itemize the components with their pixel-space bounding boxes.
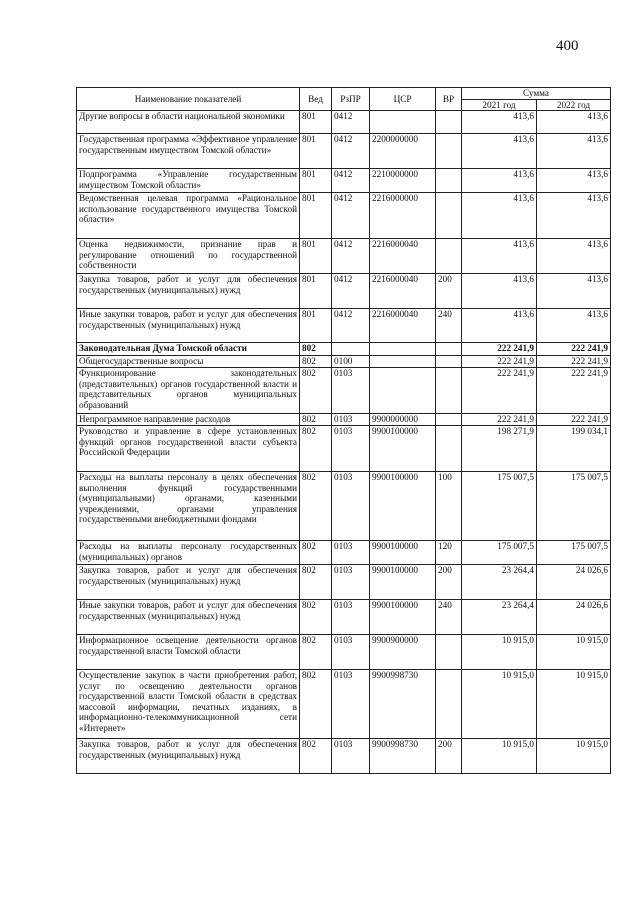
row-sum-2021: 413,6	[462, 134, 537, 169]
row-rzpr: 0103	[332, 368, 370, 414]
row-sum-2021: 413,6	[462, 239, 537, 274]
row-ved: 801	[300, 309, 332, 343]
row-vr: 240	[436, 600, 462, 635]
row-rzpr: 0412	[332, 134, 370, 169]
row-sum-2021: 198 271,9	[462, 426, 537, 472]
row-name: Руководство и управление в сфере установленных функций органов государственной власти субъекта Российской Федерации	[77, 426, 300, 472]
row-csr: 9900100000	[370, 565, 436, 600]
row-sum-2021: 222 241,9	[462, 414, 537, 426]
table-row	[77, 472, 611, 541]
row-vr	[436, 670, 462, 739]
row-csr	[370, 368, 436, 414]
row-ved: 802	[300, 541, 332, 565]
row-ved: 801	[300, 274, 332, 309]
table-row	[77, 600, 611, 635]
table-row	[77, 670, 611, 739]
row-vr	[436, 343, 462, 356]
row-sum-2022: 413,6	[537, 274, 611, 309]
row-rzpr: 0103	[332, 541, 370, 565]
row-sum-2021: 413,6	[462, 274, 537, 309]
table-row	[77, 343, 611, 356]
row-ved: 801	[300, 134, 332, 169]
row-csr: 9900100000	[370, 426, 436, 472]
row-rzpr: 0412	[332, 111, 370, 134]
header-csr: ЦСР	[370, 88, 436, 111]
row-csr: 9900100000	[370, 600, 436, 635]
row-ved: 802	[300, 600, 332, 635]
row-sum-2022: 222 241,9	[537, 414, 611, 426]
row-name: Оценка недвижимости, признание прав и регулирование отношений по государственной собственности	[77, 239, 300, 274]
row-rzpr: 0103	[332, 472, 370, 541]
row-ved: 801	[300, 193, 332, 239]
row-vr	[436, 356, 462, 368]
row-vr	[436, 635, 462, 670]
row-rzpr: 0103	[332, 635, 370, 670]
row-name: Расходы на выплаты персоналу государственных (муниципальных) органов	[77, 541, 300, 565]
header-rzpr: РзПР	[332, 88, 370, 111]
row-sum-2021: 222 241,9	[462, 343, 537, 356]
row-csr	[370, 111, 436, 134]
row-vr	[436, 426, 462, 472]
row-ved: 801	[300, 169, 332, 193]
row-vr: 200	[436, 565, 462, 600]
row-sum-2021: 10 915,0	[462, 739, 537, 774]
row-vr: 200	[436, 274, 462, 309]
header-ved: Вед	[300, 88, 332, 111]
table-row	[77, 193, 611, 239]
header-year-2022: 2022 год	[537, 99, 611, 111]
row-vr	[436, 111, 462, 134]
row-csr: 9900000000	[370, 414, 436, 426]
row-name: Иные закупки товаров, работ и услуг для обеспечения государственных (муниципальных) нужд	[77, 309, 300, 343]
row-name: Иные закупки товаров, работ и услуг для обеспечения государственных (муниципальных) нужд	[77, 600, 300, 635]
table-row	[77, 239, 611, 274]
header-year-2021: 2021 год	[462, 99, 537, 111]
row-rzpr: 0103	[332, 565, 370, 600]
row-sum-2021: 23 264,4	[462, 565, 537, 600]
row-name: Непрограммное направление расходов	[77, 414, 300, 426]
row-csr: 2216000040	[370, 274, 436, 309]
table-row	[77, 134, 611, 169]
table-body	[77, 111, 611, 774]
row-name: Закупка товаров, работ и услуг для обеспечения государственных (муниципальных) нужд	[77, 274, 300, 309]
row-name: Законодательная Дума Томской области	[77, 343, 300, 356]
header-sum: Сумма	[462, 88, 611, 100]
row-name: Государственная программа «Эффективное управление государственным имуществом Томской области»	[77, 134, 300, 169]
row-ved: 802	[300, 635, 332, 670]
row-ved: 802	[300, 739, 332, 774]
row-rzpr: 0103	[332, 600, 370, 635]
row-vr	[436, 368, 462, 414]
row-vr: 240	[436, 309, 462, 343]
row-vr	[436, 414, 462, 426]
row-ved: 802	[300, 565, 332, 600]
row-sum-2021: 10 915,0	[462, 670, 537, 739]
row-rzpr: 0103	[332, 414, 370, 426]
row-csr: 2210000000	[370, 169, 436, 193]
row-csr: 9900900000	[370, 635, 436, 670]
row-vr: 100	[436, 472, 462, 541]
row-sum-2021: 413,6	[462, 309, 537, 343]
row-csr	[370, 356, 436, 368]
row-name: Подпрограмма «Управление государственным имуществом Томской области»	[77, 169, 300, 193]
row-sum-2021: 413,6	[462, 193, 537, 239]
row-ved: 802	[300, 414, 332, 426]
table-row	[77, 414, 611, 426]
row-vr	[436, 239, 462, 274]
row-sum-2022: 199 034,1	[537, 426, 611, 472]
row-name: Расходы на выплаты персоналу в целях обеспечения выполнения функций государственными (муниципальными) органами, казенными учреждениями, органами управления государственными внебюджетными фондами	[77, 472, 300, 541]
row-name: Другие вопросы в области национальной экономики	[77, 111, 300, 134]
row-ved: 802	[300, 426, 332, 472]
row-sum-2021: 222 241,9	[462, 356, 537, 368]
row-sum-2022: 222 241,9	[537, 368, 611, 414]
row-sum-2021: 23 264,4	[462, 600, 537, 635]
row-sum-2022: 413,6	[537, 111, 611, 134]
table-row	[77, 541, 611, 565]
row-ved: 802	[300, 343, 332, 356]
row-ved: 802	[300, 670, 332, 739]
row-name: Информационное освещение деятельности органов государственной власти Томской области	[77, 635, 300, 670]
row-vr	[436, 134, 462, 169]
row-rzpr: 0412	[332, 169, 370, 193]
row-sum-2021: 413,6	[462, 111, 537, 134]
row-vr	[436, 193, 462, 239]
row-sum-2022: 24 026,6	[537, 600, 611, 635]
table-row	[77, 274, 611, 309]
row-name: Закупка товаров, работ и услуг для обеспечения государственных (муниципальных) нужд	[77, 739, 300, 774]
row-sum-2021: 413,6	[462, 169, 537, 193]
row-sum-2021: 10 915,0	[462, 635, 537, 670]
row-name: Закупка товаров, работ и услуг для обеспечения государственных (муниципальных) нужд	[77, 565, 300, 600]
row-csr: 9900100000	[370, 472, 436, 541]
row-vr: 120	[436, 541, 462, 565]
row-csr: 2216000040	[370, 239, 436, 274]
row-sum-2022: 175 007,5	[537, 472, 611, 541]
table-header	[77, 88, 611, 111]
row-csr: 9900998730	[370, 739, 436, 774]
row-rzpr: 0412	[332, 239, 370, 274]
header-vr: ВР	[436, 88, 462, 111]
row-rzpr: 0412	[332, 193, 370, 239]
row-csr: 2200000000	[370, 134, 436, 169]
row-rzpr: 0412	[332, 274, 370, 309]
budget-table	[76, 87, 611, 774]
row-sum-2022: 413,6	[537, 239, 611, 274]
row-name: Общегосударственные вопросы	[77, 356, 300, 368]
row-vr: 200	[436, 739, 462, 774]
table-row	[77, 309, 611, 343]
row-sum-2022: 413,6	[537, 134, 611, 169]
row-rzpr: 0412	[332, 309, 370, 343]
row-name: Осуществление закупок в части приобретения работ, услуг по освещению деятельности органов государственной власти Томской области в средствах массовой информации, печатных изданиях, в информационно-телекоммуникационной сети «Интернет»	[77, 670, 300, 739]
row-sum-2021: 175 007,5	[462, 541, 537, 565]
row-rzpr: 0103	[332, 739, 370, 774]
table-row	[77, 739, 611, 774]
row-rzpr: 0100	[332, 356, 370, 368]
row-sum-2022: 222 241,9	[537, 343, 611, 356]
row-name: Ведомственная целевая программа «Рациональное использование государственного имущества Томской области»	[77, 193, 300, 239]
row-ved: 802	[300, 356, 332, 368]
row-ved: 802	[300, 368, 332, 414]
row-sum-2021: 175 007,5	[462, 472, 537, 541]
row-rzpr	[332, 343, 370, 356]
row-sum-2022: 175 007,5	[537, 541, 611, 565]
row-sum-2022: 10 915,0	[537, 739, 611, 774]
table-row	[77, 635, 611, 670]
row-vr	[436, 169, 462, 193]
header-name: Наименование показателей	[77, 88, 300, 111]
table-row	[77, 368, 611, 414]
row-ved: 802	[300, 472, 332, 541]
row-sum-2022: 24 026,6	[537, 565, 611, 600]
row-rzpr: 0103	[332, 670, 370, 739]
row-name: Функционирование законодательных (представительных) органов государственной власти и представительных органов муниципальных образований	[77, 368, 300, 414]
row-csr: 2216000000	[370, 193, 436, 239]
table-row	[77, 426, 611, 472]
row-csr: 9900100000	[370, 541, 436, 565]
table-row	[77, 111, 611, 134]
row-sum-2022: 413,6	[537, 193, 611, 239]
row-sum-2022: 10 915,0	[537, 670, 611, 739]
page-number: 400	[556, 38, 579, 54]
table-row	[77, 169, 611, 193]
row-csr	[370, 343, 436, 356]
table-row	[77, 565, 611, 600]
row-sum-2022: 413,6	[537, 169, 611, 193]
row-ved: 801	[300, 111, 332, 134]
row-csr: 9900998730	[370, 670, 436, 739]
row-rzpr: 0103	[332, 426, 370, 472]
row-csr: 2216000040	[370, 309, 436, 343]
row-ved: 801	[300, 239, 332, 274]
row-sum-2021: 222 241,9	[462, 368, 537, 414]
table-row	[77, 356, 611, 368]
row-sum-2022: 10 915,0	[537, 635, 611, 670]
row-sum-2022: 222 241,9	[537, 356, 611, 368]
row-sum-2022: 413,6	[537, 309, 611, 343]
